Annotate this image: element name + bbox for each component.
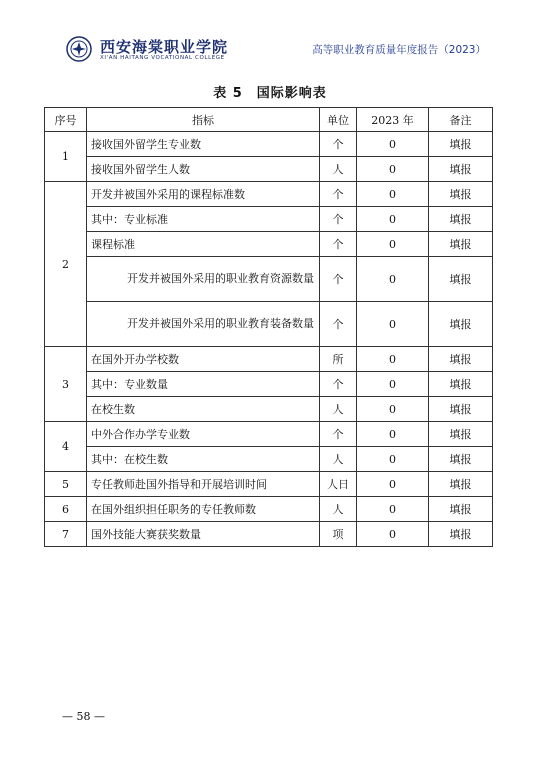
indicator-cell: 接收国外留学生专业数 [87,132,320,157]
unit-cell: 人 [320,497,357,522]
international-influence-table [44,107,493,547]
logo-english-name: XI'AN HAITANG VOCATIONAL COLLEGE [100,55,225,61]
unit-cell: 个 [320,232,357,257]
row-number: 5 [45,472,87,497]
unit-cell: 个 [320,372,357,397]
note-cell: 填报 [429,372,493,397]
note-cell: 填报 [429,422,493,447]
indicator-cell: 在国外组织担任职务的专任教师数 [87,497,320,522]
page-header [66,34,486,68]
row-number: 2 [45,182,87,347]
value-cell: 0 [357,397,429,422]
unit-cell: 人 [320,397,357,422]
indicator-cell: 在校生数 [87,397,320,422]
table-row [45,422,493,447]
table-row [45,497,493,522]
value-cell: 0 [357,497,429,522]
indicator-cell: 开发并被国外采用的职业教育资源数量 [87,257,320,302]
college-emblem-icon [66,36,92,62]
note-cell: 填报 [429,302,493,347]
unit-cell: 所 [320,347,357,372]
value-cell: 0 [357,257,429,302]
value-cell: 0 [357,447,429,472]
table-caption: 表 5 国际影响表 [213,86,327,101]
value-cell: 0 [357,422,429,447]
row-number: 4 [45,422,87,472]
value-cell: 0 [357,372,429,397]
table-row [45,347,493,372]
value-cell: 0 [357,347,429,372]
row-number: 7 [45,522,87,547]
column-header: 单位 [320,108,357,132]
logo-chinese-name: 西安海棠职业学院 [100,38,229,56]
value-cell: 0 [357,132,429,157]
column-header: 2023 年 [357,108,429,132]
table-row [45,447,493,472]
row-number: 6 [45,497,87,522]
note-cell: 填报 [429,497,493,522]
value-cell: 0 [357,207,429,232]
note-cell: 填报 [429,232,493,257]
value-cell: 0 [357,182,429,207]
value-cell: 0 [357,157,429,182]
note-cell: 填报 [429,347,493,372]
unit-cell: 人日 [320,472,357,497]
note-cell: 填报 [429,182,493,207]
table-row [45,472,493,497]
column-header: 序号 [45,108,87,132]
table-row [45,397,493,422]
note-cell: 填报 [429,257,493,302]
table-row [45,522,493,547]
indicator-cell: 其中：专业标准 [87,207,320,232]
note-cell: 填报 [429,207,493,232]
indicator-cell: 其中：在校生数 [87,447,320,472]
value-cell: 0 [357,472,429,497]
table-row [45,257,493,302]
table-row [45,182,493,207]
indicator-cell: 其中：专业数量 [87,372,320,397]
indicator-cell: 课程标准 [87,232,320,257]
table-row [45,372,493,397]
indicator-cell: 国外技能大赛获奖数量 [87,522,320,547]
note-cell: 填报 [429,132,493,157]
page-number: — 58 — [62,710,105,723]
report-title: 高等职业教育质量年度报告（2023） [312,44,486,56]
table-row [45,157,493,182]
row-number: 1 [45,132,87,182]
unit-cell: 人 [320,157,357,182]
indicator-cell: 开发并被国外采用的职业教育装备数量 [87,302,320,347]
column-header: 指标 [87,108,320,132]
unit-cell: 个 [320,207,357,232]
indicator-cell: 中外合作办学专业数 [87,422,320,447]
row-number: 3 [45,347,87,422]
value-cell: 0 [357,232,429,257]
unit-cell: 个 [320,132,357,157]
note-cell: 填报 [429,522,493,547]
table-row [45,207,493,232]
unit-cell: 个 [320,257,357,302]
table-row [45,132,493,157]
value-cell: 0 [357,302,429,347]
note-cell: 填报 [429,472,493,497]
unit-cell: 个 [320,422,357,447]
value-cell: 0 [357,522,429,547]
table-row [45,302,493,347]
note-cell: 填报 [429,447,493,472]
unit-cell: 人 [320,447,357,472]
table-header-row [45,108,493,132]
unit-cell: 个 [320,302,357,347]
column-header: 备注 [429,108,493,132]
note-cell: 填报 [429,397,493,422]
unit-cell: 个 [320,182,357,207]
indicator-cell: 在国外开办学校数 [87,347,320,372]
table-row [45,232,493,257]
unit-cell: 项 [320,522,357,547]
indicator-cell: 接收国外留学生人数 [87,157,320,182]
indicator-cell: 开发并被国外采用的课程标准数 [87,182,320,207]
indicator-cell: 专任教师赴国外指导和开展培训时间 [87,472,320,497]
note-cell: 填报 [429,157,493,182]
